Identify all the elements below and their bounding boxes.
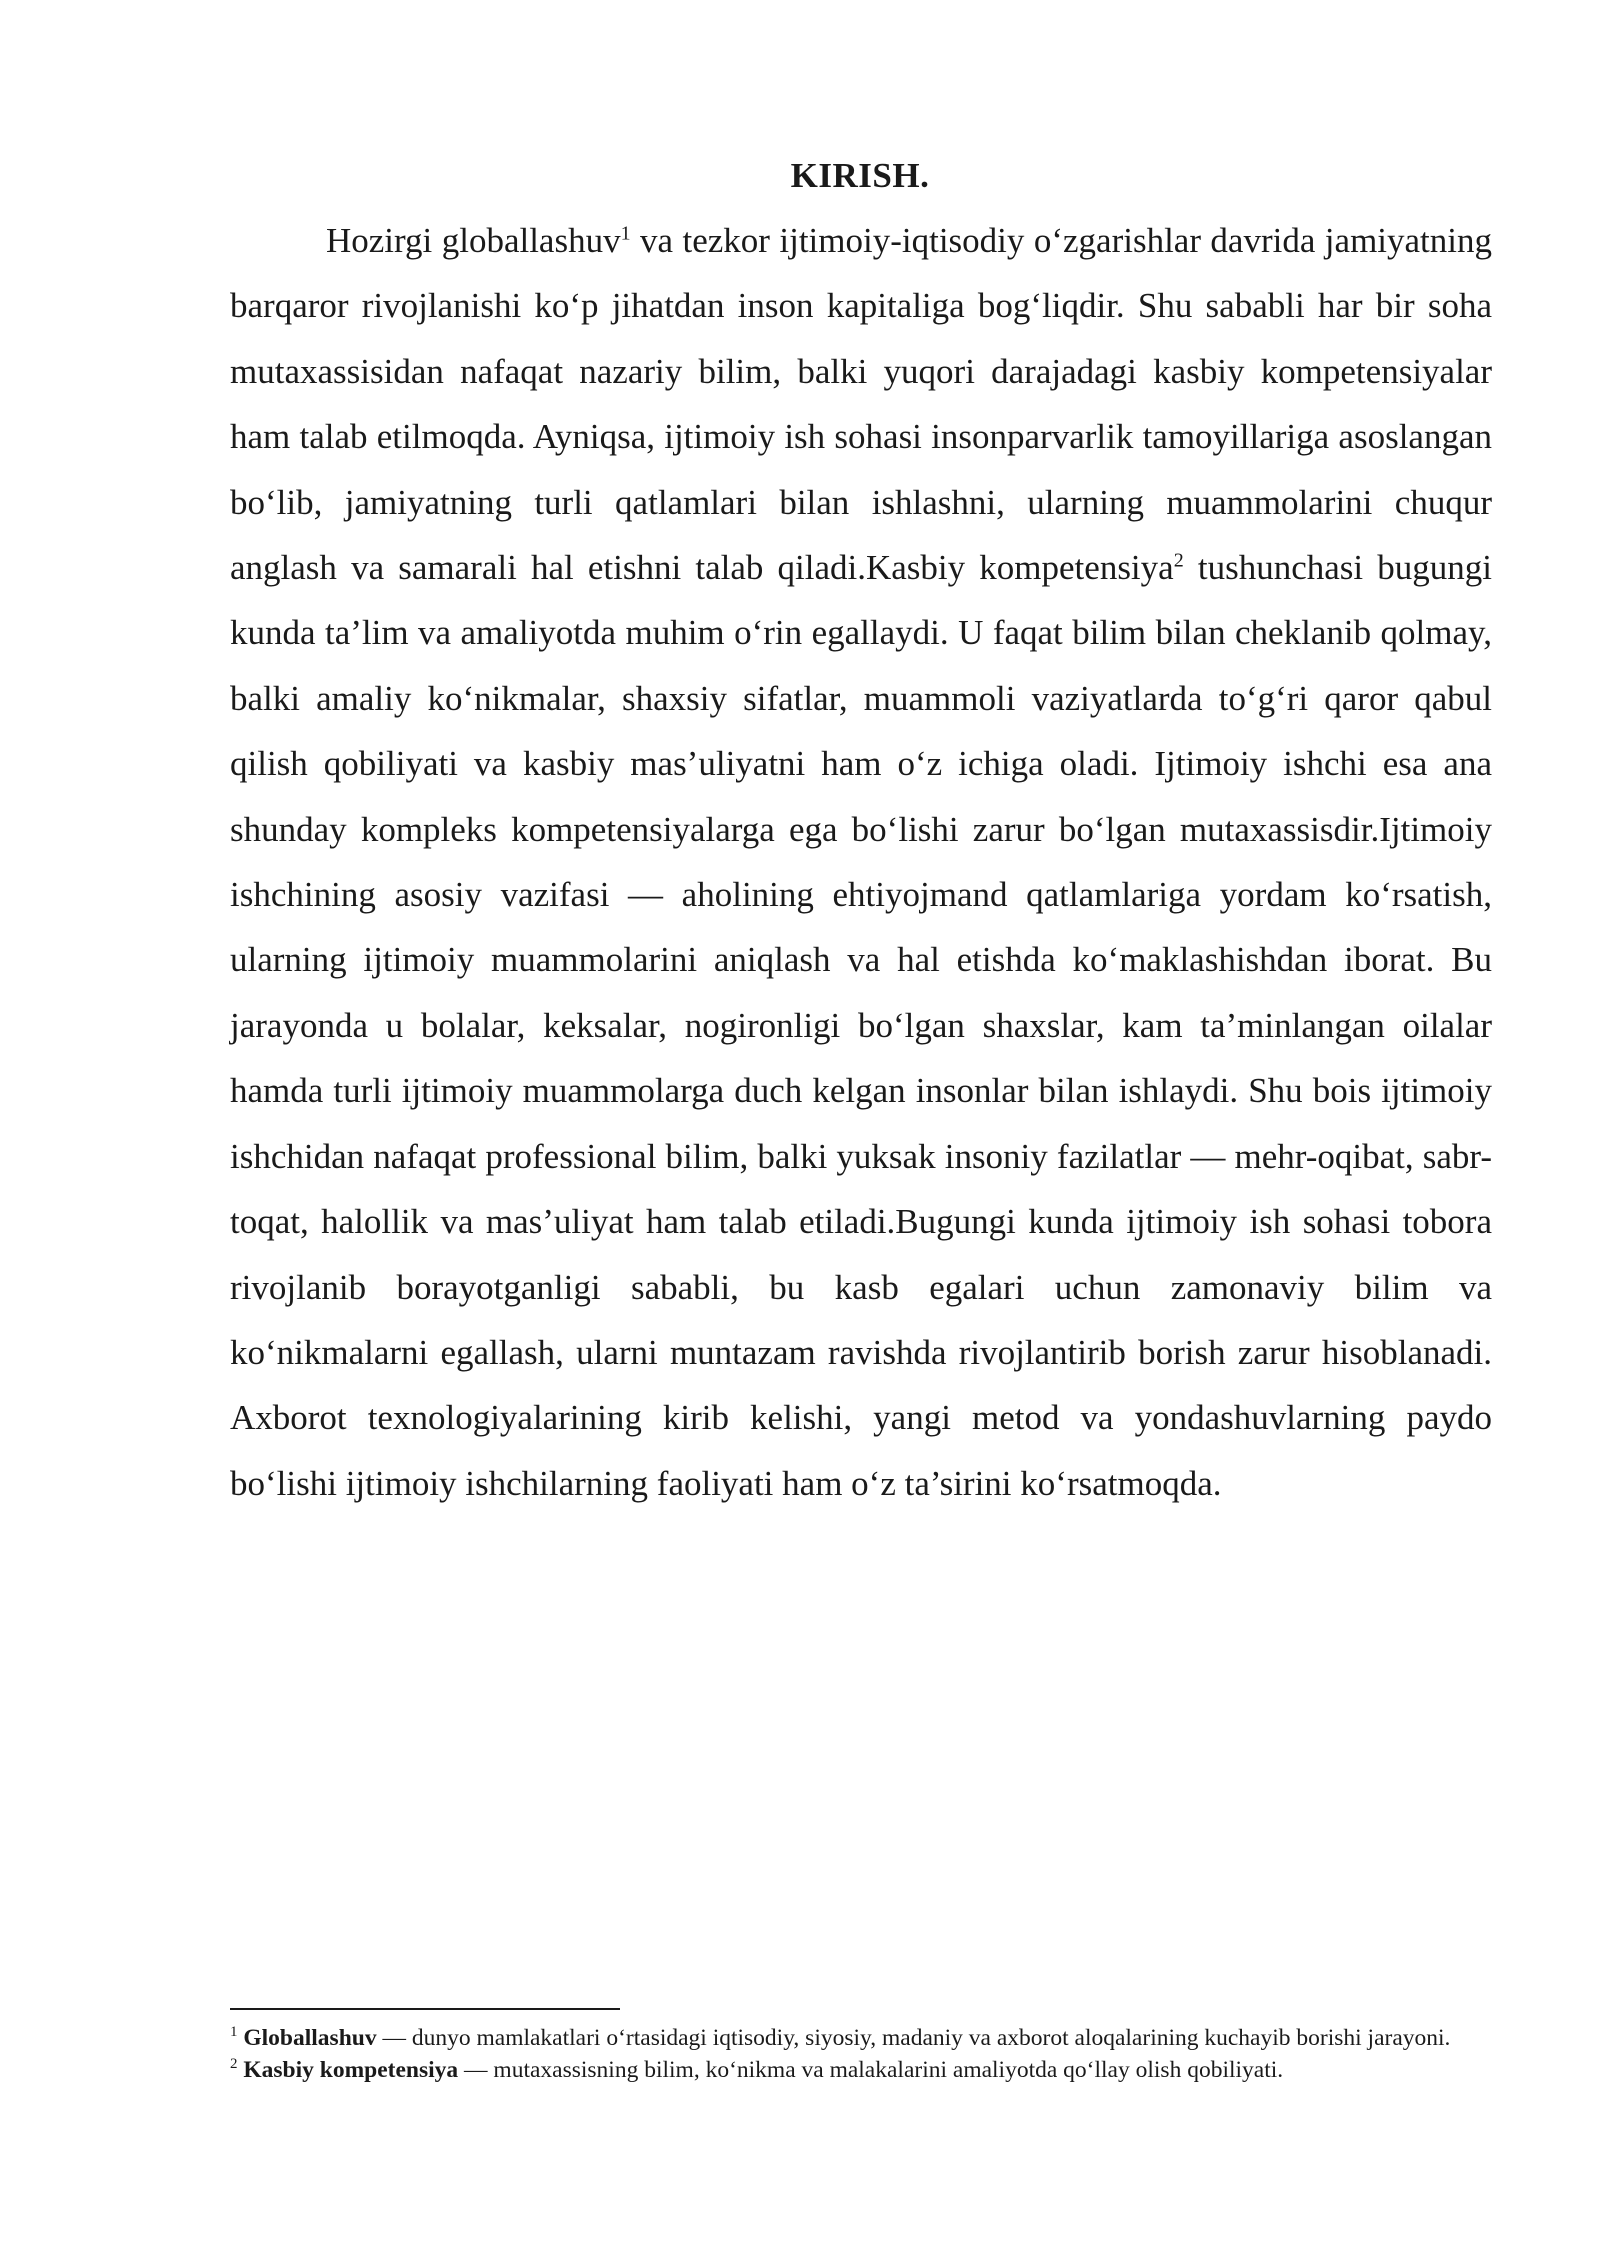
footnote-2	[230, 2054, 1492, 2086]
paragraph-text-part-1: Hozirgi globallashuv	[326, 221, 621, 260]
footnote-1-term: Globallashuv	[243, 2025, 377, 2051]
footnote-2-definition: — mutaxassisning bilim, ko‘nikma va malakalarini amaliyotda qo‘llay olish qobiliyati.	[458, 2057, 1284, 2083]
paragraph-text-part-2: va tezkor ijtimoiy-iqtisodiy o‘zgarishlar davrida jamiyatning barqaror rivojlanishi ko‘p jihatdan inson kapitaliga bog‘liqdir. Shu sababli har bir soha mutaxassisidan nafaqat nazariy bilim, balki yuqori darajadagi kasbiy kompetensiyalar ham talab etilmoqda. Ayniqsa, ijtimoiy ish sohasi insonparvarlik tamoyillariga asoslangan bo‘lib, jamiyatning turli qatlamlari bilan ishlashni, ularning muammolarini chuqur anglash va samarali hal etishni talab qiladi.Kasbiy kompetensiya	[230, 221, 1492, 588]
footnote-1	[230, 2022, 1492, 2054]
footnotes-section	[230, 2022, 1492, 2086]
footnote-ref-1[interactable]: 1	[620, 222, 631, 245]
paragraph-text-part-3: tushunchasi bugungi kunda ta’lim va amaliyotda muhim o‘rin egallaydi. U faqat bilim bilan cheklanib qolmay, balki amaliy ko‘nikmalar, shaxsiy sifatlar, muammoli vaziyatlarda to‘g‘ri qaror qabul qilish qobiliyati va kasbiy mas’uliyatni ham o‘z ichiga oladi. Ijtimoiy ishchi esa ana shunday kompleks kompetensiyalarga ega bo‘lishi zarur bo‘lgan mutaxassisdir.Ijtimoiy ishchining asosiy vazifasi — aholining ehtiyojmand qatlamlariga yordam ko‘rsatish, ularning ijtimoiy muammolarini aniqlash va hal etishda ko‘maklashishdan iborat. Bu jarayonda u bolalar, keksalar, nogironligi bo‘lgan shaxslar, kam ta’minlangan oilalar hamda turli ijtimoiy muammolarga duch kelgan insonlar bilan ishlaydi. Shu bois ijtimoiy ishchidan nafaqat professional bilim, balki yuksak insoniy fazilatlar — mehr-oqibat, sabr-toqat, halollik va mas’uliyat ham talab etiladi.Bugungi kunda ijtimoiy ish sohasi tobora rivojlanib borayotganligi sababli, bu kasb egalari uchun zamonaviy bilim va ko‘nikmalarni egallash, ularni muntazam ravishda rivojlantirib borish zarur hisoblanadi. Axborot texnologiyalarining kirib kelishi, yangi metod va yondashuvlarning paydo bo‘lishi ijtimoiy ishchilarning faoliyati ham o‘z ta’sirini ko‘rsatmoqda.	[230, 548, 1492, 1503]
body-paragraph	[230, 208, 1492, 1516]
page-title: KIRISH.	[790, 156, 930, 195]
footnote-separator	[230, 2008, 620, 2010]
footnote-1-marker: 1	[230, 2024, 238, 2041]
footnote-ref-2[interactable]: 2	[1173, 549, 1184, 572]
footnote-2-marker: 2	[230, 2056, 238, 2073]
footnote-1-definition: — dunyo mamlakatlari o‘rtasidagi iqtisodiy, siyosiy, madaniy va axborot aloqalarining kuchayib borishi jarayoni.	[376, 2025, 1451, 2051]
footnote-2-term: Kasbiy kompetensiya	[243, 2057, 459, 2083]
